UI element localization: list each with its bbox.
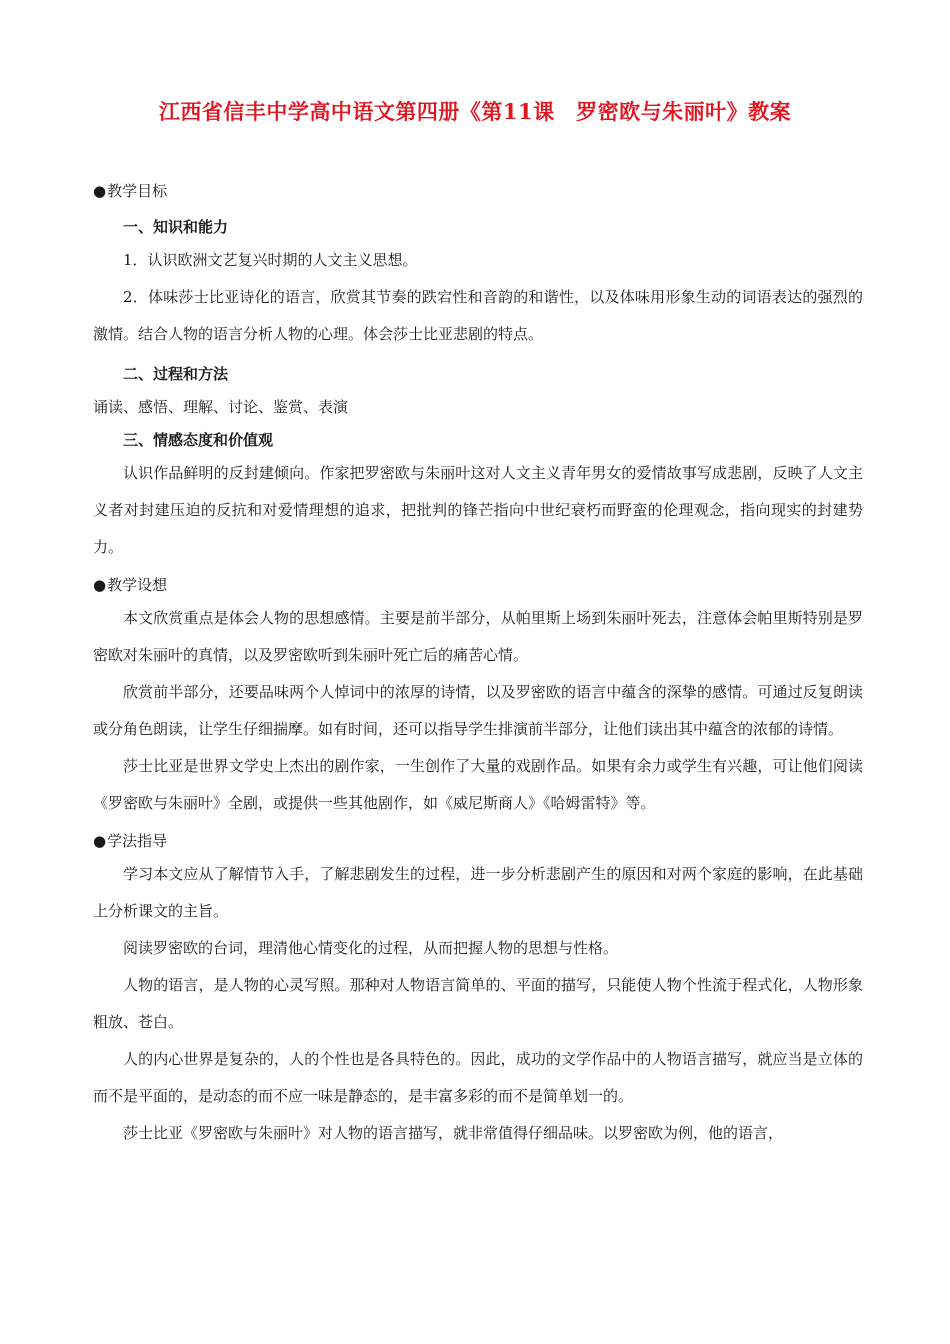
subheading-values: 三、情感态度和价值观 — [123, 431, 274, 449]
subheading-process: 二、过程和方法 — [123, 365, 229, 383]
section-heading-design — [93, 570, 863, 600]
document-title: 江西省信丰中学高中语文第四册《第11课 罗密欧与朱丽叶》教案 — [158, 99, 792, 124]
design-paragraph-1: 本文欣赏重点是体会人物的思想感情。主要是前半部分，从帕里斯上场到朱丽叶死去，注意体会帕里斯特别是罗密欧对朱丽叶的真情，以及罗密欧听到朱丽叶死亡后的痛苦心情。 — [93, 609, 863, 664]
process-text: 诵读、感悟、理解、讨论、鉴赏、表演 — [93, 398, 349, 416]
method-paragraph-4: 人的内心世界是复杂的，人的个性也是各具特色的。因此，成功的文学作品中的人物语言描写，就应当是立体的而不是平面的，是动态的而不应一味是静态的，是丰富多彩的而不是简单划一的。 — [93, 1050, 863, 1105]
document-body — [93, 172, 863, 1152]
method-paragraph-2: 阅读罗密欧的台词，理清他心情变化的过程，从而把握人物的思想与性格。 — [123, 939, 619, 957]
knowledge-item-2: 2．体味莎士比亚诗化的语言，欣赏其节奏的跌宕性和音韵的和谐性，以及体味用形象生动的词语表达的强烈的激情。结合人物的语言分析人物的心理。体会莎士比亚悲剧的特点。 — [93, 288, 863, 343]
knowledge-item-1: 1．认识欧洲文艺复兴时期的人文主义思想。 — [123, 251, 418, 269]
method-paragraph-1: 学习本文应从了解情节入手，了解悲剧发生的过程，进一步分析悲剧产生的原因和对两个家庭的影响，在此基础上分析课文的主旨。 — [93, 865, 863, 920]
method-paragraph-5: 莎士比亚《罗密欧与朱丽叶》对人物的语言描写，就非常值得仔细品味。以罗密欧为例，他的语言， — [123, 1124, 784, 1142]
section-heading-goals — [93, 176, 863, 206]
values-paragraph: 认识作品鲜明的反封建倾向。作家把罗密欧与朱丽叶这对人文主义青年男女的爱情故事写成悲剧，反映了人文主义者对封建压迫的反抗和对爱情理想的追求，把批判的锋芒指向中世纪衰朽而野蛮的伦理观念，指向现实的封建势力。 — [93, 464, 863, 556]
bullet-icon: ● — [93, 832, 107, 850]
subheading-knowledge: 一、知识和能力 — [123, 218, 229, 236]
bullet-icon: ● — [93, 182, 107, 200]
method-paragraph-3: 人物的语言，是人物的心灵写照。那种对人物语言简单的、平面的描写，只能使人物个性流于程式化，人物形象粗放、苍白。 — [93, 976, 863, 1031]
section-title: 学法指导 — [107, 832, 168, 850]
design-paragraph-2: 欣赏前半部分，还要品味两个人悼词中的浓厚的诗情，以及罗密欧的语言中蕴含的深挚的感情。可通过反复朗读或分角色朗读，让学生仔细揣摩。如有时间，还可以指导学生排演前半部分，让他们读出其中蕴含的浓郁的诗情。 — [93, 683, 863, 738]
design-paragraph-3: 莎士比亚是世界文学史上杰出的剧作家，一生创作了大量的戏剧作品。如果有余力或学生有兴趣，可让他们阅读《罗密欧与朱丽叶》全剧，或提供一些其他剧作，如《威尼斯商人》《哈姆雷特》等。 — [93, 757, 863, 812]
bullet-icon: ● — [93, 576, 107, 594]
section-title: 教学设想 — [107, 576, 168, 594]
section-heading-method — [93, 826, 863, 856]
section-title: 教学目标 — [107, 182, 168, 200]
